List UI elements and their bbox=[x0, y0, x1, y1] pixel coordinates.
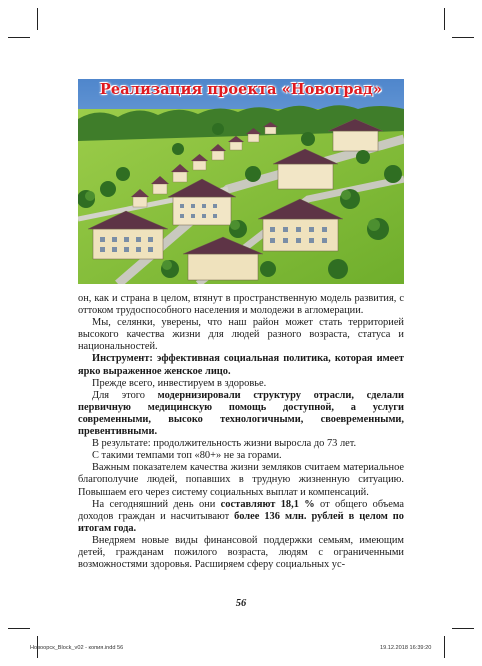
paragraph bbox=[78, 390, 404, 438]
crop-mark bbox=[37, 8, 38, 30]
paragraph: С такими темпами топ «80+» не за горами. bbox=[92, 450, 282, 462]
project-illustration bbox=[78, 79, 404, 284]
text-run: Для этого bbox=[92, 389, 158, 401]
crop-mark bbox=[452, 37, 474, 38]
aerial-rendering bbox=[78, 79, 404, 284]
paragraph: Мы, селянки, уверены, что наш район может стать территорией высокого качества жизни для людей разного возраста, статуса и национальностей. bbox=[78, 317, 404, 353]
text-run: На сегодняшний день они bbox=[92, 498, 221, 510]
body-text bbox=[78, 293, 404, 571]
bold-statement: Инструмент: эффективная социальная политика, которая имеет ярко выраженное женское лицо. bbox=[78, 353, 404, 377]
crop-mark bbox=[444, 8, 445, 30]
bold-run: более 136 млн. рублей в целом по итогам года. bbox=[78, 510, 404, 534]
crop-mark bbox=[452, 628, 474, 629]
crop-mark bbox=[444, 636, 445, 658]
slug-date: 19.12.2018 16:39:20 bbox=[380, 645, 432, 651]
page-number: 56 bbox=[235, 598, 247, 609]
paragraph: Прежде всего, инвестируем в здоровье. bbox=[92, 377, 267, 389]
paragraph: Внедряем новые виды финансовой поддержки семьям, имеющим детей, гражданам пожилого возраста, людям с ограниченными возможностями здоровья. Расширяем сферу социальных ус- bbox=[78, 534, 404, 571]
paragraph: он, как и страна в целом, втянут в пространственную модель развития, с оттоком трудоспособного населения и молодежи в агломерации. bbox=[78, 293, 404, 317]
crop-mark bbox=[8, 37, 30, 38]
crop-mark bbox=[8, 628, 30, 629]
paragraph: Важным показателем качества жизни земляков считаем материальное благополучие людей, попавших в трудную жизненную ситуацию. Повышаем его через систему социальных выплат и компенсаций. bbox=[78, 462, 404, 498]
bold-run: модернизировали структуру отрасли, сделали первичную медицинскую помощь доступной, а услуги современными, высоко технологичными, своевременными, превентивными. bbox=[78, 389, 404, 438]
paragraph bbox=[78, 499, 404, 535]
bold-run: составляют 18,1 % bbox=[220, 498, 315, 510]
slug-file: Новоорск_Block_v02 - копия.indd 56 bbox=[30, 645, 124, 651]
illustration-title: Реализация проекта «Новоград» bbox=[99, 81, 383, 98]
paragraph: В результате: продолжительность жизни выросла до 73 лет. bbox=[92, 438, 357, 450]
paragraph bbox=[78, 353, 404, 377]
text-run: от общего объема доходов граждан и насчитывают bbox=[78, 498, 404, 522]
